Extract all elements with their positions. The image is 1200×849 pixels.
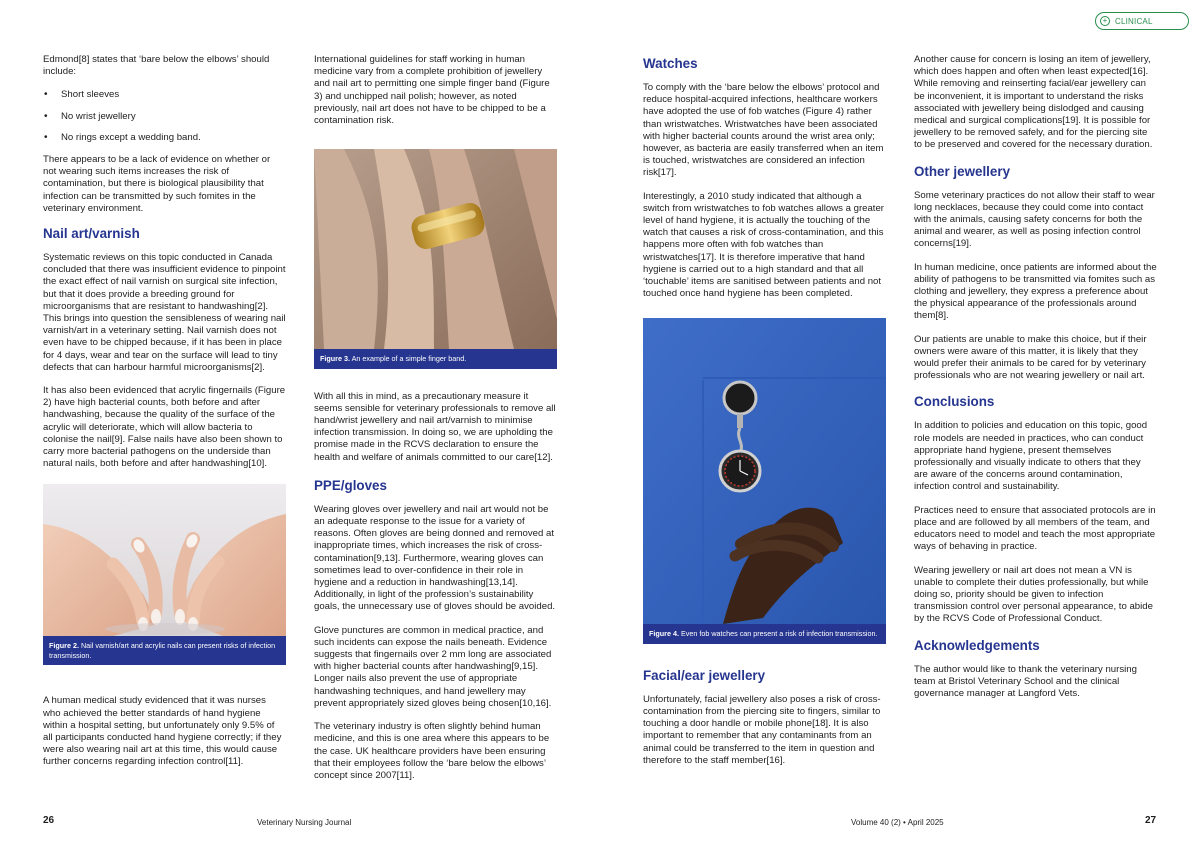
paragraph: The author would like to thank the veterinary nursing team at Bristol Veterinary School and the clinical governance manager at Langford Vets. [914,663,1137,699]
paragraph: Our patients are unable to make this choice, but if their owners were aware of this matter, it is likely that they would prefer their animals to be cared for by veterinary professionals who are not wearing jewellery or nail art. [914,333,1147,382]
paragraph: In human medicine, once patients are informed about the ability of pathogens to be transmitted via fomites such as clothing and jewellery, they express a preference about the physical appearance of the professionals around them[8]. [914,261,1157,322]
section-heading: Acknowledgements [914,637,1040,653]
figure-4-caption [643,624,886,643]
column-4 [914,54,1157,711]
right-page-number: 27 [1145,815,1157,826]
paragraph: Edmond[8] states that ‘bare below the elbows’ should include: [43,54,270,78]
left-journal-name: Veterinary Nursing Journal [257,818,352,827]
list-item: • No wrist jewellery [43,111,286,123]
figure-label: Figure 3. [320,354,350,364]
caption-text: Nail varnish/art and acrylic nails can present risks of infection transmission. [49,641,276,660]
column-2 [314,54,557,793]
bullet-list [43,89,286,144]
paragraph: International guidelines for staff working in human medicine vary from a complete prohibition of jewellery and nail art to permitting one simple finger band (Figure 3) and unchipped nail polish; however, as noted previously, nail art does not have to be chipped to be a contamination risk. [314,54,550,127]
figure-3-image [314,149,557,349]
paragraph: Some veterinary practices do not allow their staff to wear long necklaces, because they could come into contact with the animals, causing safety concerns for both the animal and wearer, as well as posing infection control concerns[19]. [914,189,1155,250]
paragraph: Unfortunately, facial jewellery also poses a risk of cross-contamination from the piercing site to fingers, similar to touching a door handle or mobile phone[18]. It is also important to remember that any contaminants from an animal could be transferred to the item in question and therefore to the staff member[16]. [643,693,881,766]
paragraph: The veterinary industry is often slightly behind human medicine, and this is one area where this appears to be the case. UK healthcare providers have been ensuring that their employees follow the ‘bare below the elbows’ concept since 2007[11]. [314,721,550,781]
paragraph: There appears to be a lack of evidence on whether or not wearing such items increases the risk of contamination, but there is biological plausibility that infection can be transmitted by such fomites in the veterinary environment. [43,154,271,214]
section-heading: Facial/ear jewellery [643,667,766,683]
paragraph: Practices need to ensure that associated protocols are in place and are followed by all members of the team, and educators need to model and teach the most appropriate ways of behaving in practice. [914,504,1156,553]
figure-3 [314,149,557,368]
paragraph: To comply with the ‘bare below the elbows’ protocol and reduce hospital-acquired infections, healthcare workers have adopted the use of fob watches (Figure 4) rather than wristwatches. Wristwatches have been associated with higher bacterial counts around the wrist area only; however, as bacteria are easily transferred when an item is touched, wristwatches are considered an infection risk[17]. [643,82,884,179]
caption-text: Even fob watches can present a risk of infection transmission. [680,629,878,639]
figure-3-caption [314,349,557,368]
paragraph: Systematic reviews on this topic conducted in Canada concluded that there was insufficient evidence to pinpoint the exact effect of nail varnish on surgical site infection, but that it does provide a breeding ground for microorganisms that are resistant to handwashing[2]. This brings into question the sensibleness of wearing nail varnish/art in a veterinary setting. Nail varnish does not even have to be chipped because, if it has been in place for 4 days, wear and tear on the surface will lead to tiny defects that can harbour harmful microorganisms[2]. [43,252,286,373]
paragraph: A human medical study evidenced that it was nurses who achieved the better standards of hand hygiene within a hospital setting, but unfortunately only 9.5% of all participants conducted hand hygiene correctly; if they were also wearing nail art at this time, this would cause further concerns regarding infection control[11]. [43,695,282,768]
list-item: • Short sleeves [43,89,286,101]
figure-2 [43,484,286,665]
fob-watch-photo [643,318,886,624]
nails-illustration [43,484,286,636]
finger-band-photo [314,149,557,349]
column-3 [643,54,886,778]
section-badge-label: CLINICAL [1115,16,1153,26]
paragraph: Another cause for concern is losing an item of jewellery, which does happen and often when least expected[16]. While removing and reinserting facial/ear jewellery can be inconvenient, it is important to understand the risks associated with jewellery being dislodged and causing medical and surgical complications[19]. It is possible for jewellery to be removed safely, and for the piercing site to be preserved and covered for the necessary duration. [914,54,1153,151]
paragraph: Wearing jewellery or nail art does not mean a VN is unable to complete their duties professionally, but while doing so, priority should be given to infection transmission control over personal appearance, to abide by the RCVS Code of Professional Conduct. [914,564,1153,625]
figure-label: Figure 2. [49,641,79,651]
column-1 [43,54,286,780]
paragraph: It has also been evidenced that acrylic fingernails (Figure 2) have high bacterial counts, both before and after handwashing, because the quality of the surface of the acrylic will deteriorate, which will allow bacteria to colonise the nail[9]. False nails have also been shown to carry more bacterial pathogens on the underside than natural nails, both before and after handwashing[10]. [43,385,286,470]
section-badge [1095,12,1189,30]
right-issue-info: Volume 40 (2) • April 2025 [851,818,944,827]
figure-label: Figure 4. [649,629,679,639]
caption-text: An example of a simple finger band. [351,354,467,364]
paragraph: With all this in mind, as a precautionary measure it seems sensible for veterinary professionals to remove all hand/wrist jewellery and nail art/varnish to minimise infection transmission. In doing so, we are upholding the promise made in the RCVS declaration to ensure the health and welfare of animals committed to our care[12]. [314,390,556,463]
list-item: • No rings except a wedding band. [43,132,286,144]
section-heading: Conclusions [914,394,995,410]
paragraph: Glove punctures are common in medical practice, and such incidents can expose the nails beneath. Evidence suggests that fingernails over 2 mm long are associated with higher bacterial counts after handwashing[9,15]. Longer nails also prevent the use of appropriate handwashing techniques, and hand jewellery may prevent appropriately sized gloves being chosen[10,16]. [314,624,552,709]
figure-4-image [643,318,886,624]
section-heading: PPE/gloves [314,477,387,493]
section-heading: Other jewellery [914,163,1011,179]
figure-2-caption [43,636,286,665]
section-heading: Nail art/varnish [43,226,140,242]
paragraph: In addition to policies and education on this topic, good role models are needed in practices, who can conduct appropriate hand hygiene, present themselves professionally and visually indicate to others that they are aware of the concerns around contamination, infection control and sustainability. [914,420,1148,493]
figure-2-image [43,484,286,636]
figure-4 [643,318,886,643]
plus-circle-icon: + [1100,16,1110,26]
paragraph: Interestingly, a 2010 study indicated that although a switch from wristwatches to fob watches allows a greater level of hand hygiene, it is actually the touching of the watch that causes a risk of cross-contamination, and this happens more often with fob watches than wristwatches[17]. It is therefore imperative that hand hygiene is carried out to a high standard and that all ‘touchable’ items are sanitised between patients and not touched once hand hygiene has been completed. [643,190,885,300]
paragraph: Wearing gloves over jewellery and nail art would not be an adequate response to the issue for a variety of reasons. Often gloves are being donned and removed at inappropriate times, which increases the risk of cross-contamination[9,13]. Furthermore, wearing gloves can sometimes lead to over-confidence in their role in hygiene and a reduction in handwashing[13,14]. Additionally, in light of the profession’s sustainability goals, the unnecessary use of gloves should be avoided. [314,503,556,613]
left-page-number: 26 [43,815,55,826]
section-heading: Watches [643,56,698,71]
